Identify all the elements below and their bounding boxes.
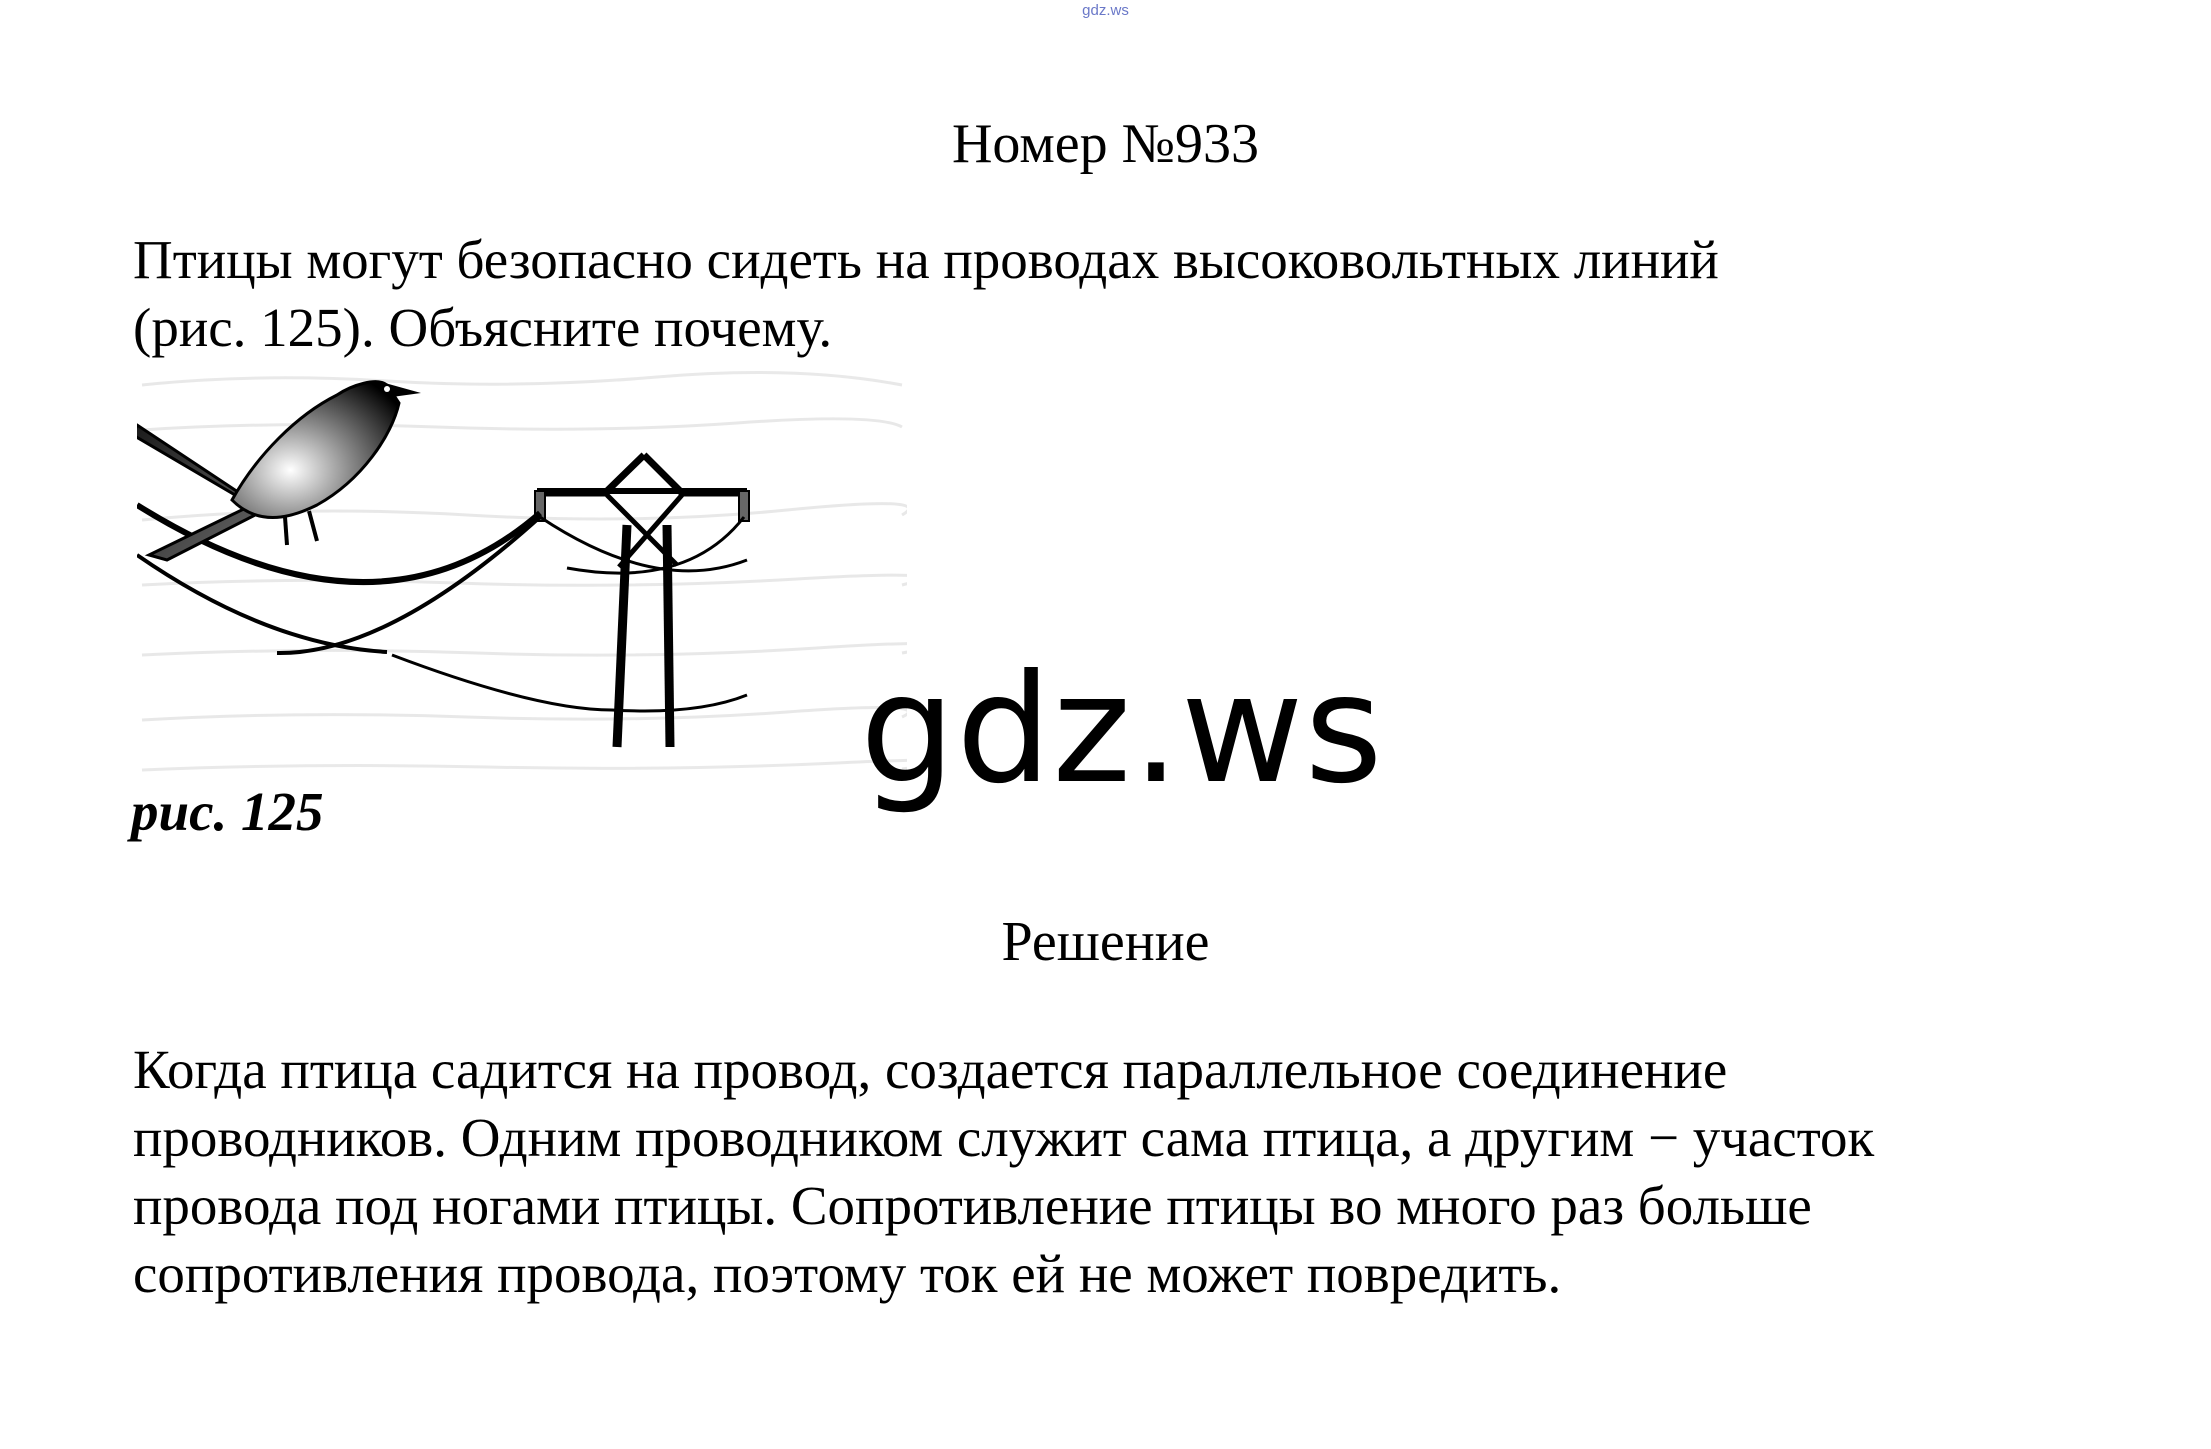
solution-text — [133, 1036, 2133, 1308]
power-wires — [137, 505, 747, 711]
bird-icon — [137, 382, 421, 560]
solution-line: сопротивления провода, поэтому ток ей не может повредить. — [133, 1243, 1562, 1304]
solution-heading: Решение — [1001, 911, 1210, 973]
bird-on-power-line-illustration — [137, 355, 907, 785]
task-text — [133, 226, 2113, 362]
figure-caption: рис. 125 — [131, 781, 324, 842]
solution-line: проводников. Одним проводником служит сама птица, а другим − участок — [133, 1107, 1875, 1168]
watermark: gdz.ws — [860, 643, 1384, 817]
task-line: (рис. 125). Объясните почему. — [133, 297, 833, 358]
task-line: Птицы могут безопасно сидеть на проводах высоковольтных линий — [133, 229, 1719, 290]
site-mark[interactable]: gdz.ws — [1082, 2, 1129, 19]
page-title: Номер №933 — [951, 113, 1260, 175]
background-texture — [142, 373, 907, 771]
solution-line: провода под ногами птицы. Сопротивление птицы во много раз больше — [133, 1175, 1812, 1236]
solution-line: Когда птица садится на провод, создается параллельное соединение — [133, 1039, 1728, 1100]
